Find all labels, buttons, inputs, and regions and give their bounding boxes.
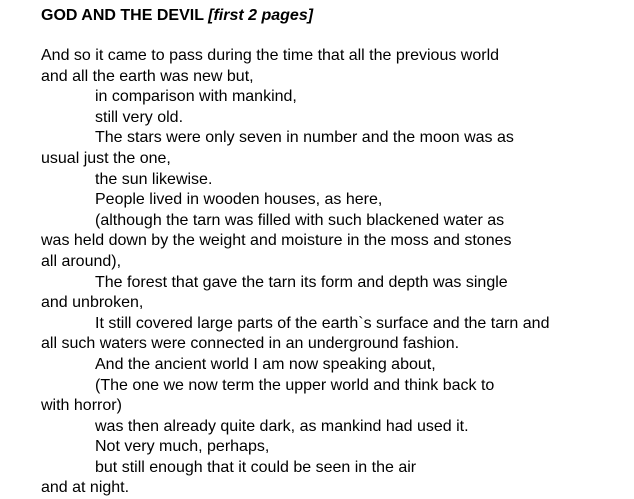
text-line: was then already quite dark, as mankind had used it. xyxy=(95,417,469,435)
text-line: And so it came to pass during the time that all the previous world xyxy=(41,47,500,64)
text-line: and unbroken, xyxy=(41,294,144,312)
text-line: and all the earth was new but, xyxy=(41,67,254,85)
text-line: (although the tarn was filled with such blackened water as xyxy=(95,211,505,229)
title-subtitle: [first 2 pages] xyxy=(208,7,314,24)
text-line: but still enough that it could be seen in the air xyxy=(95,458,417,476)
text-line: was held down by the weight and moisture in the moss and stones xyxy=(41,232,512,250)
text-line: and at night. xyxy=(41,479,130,497)
document-title xyxy=(41,6,631,26)
text-line: The forest that gave the tarn its form and depth was single xyxy=(95,273,508,291)
text-line: Not very much, perhaps, xyxy=(95,438,270,456)
title-main: GOD AND THE DEVIL xyxy=(41,7,204,24)
text-line: the sun likewise. xyxy=(95,170,213,188)
text-line: And the ancient world I am now speaking about, xyxy=(95,355,436,373)
text-line: in comparison with mankind, xyxy=(95,88,297,106)
text-line: The stars were only seven in number and the moon was as xyxy=(95,129,514,147)
text-line: (The one we now term the upper world and think back to xyxy=(95,376,495,394)
text-line: still very old. xyxy=(95,108,184,126)
text-line: People lived in wooden houses, as here, xyxy=(95,191,383,209)
text-line: all around), xyxy=(41,252,122,270)
document-page xyxy=(41,6,631,499)
text-line: It still covered large parts of the earth`s surface and the tarn and xyxy=(95,314,550,332)
text-line: all such waters were connected in an underground fashion. xyxy=(41,335,460,353)
document-body xyxy=(41,46,631,499)
text-line: with horror) xyxy=(41,397,122,415)
text-line: usual just the one, xyxy=(41,149,171,167)
